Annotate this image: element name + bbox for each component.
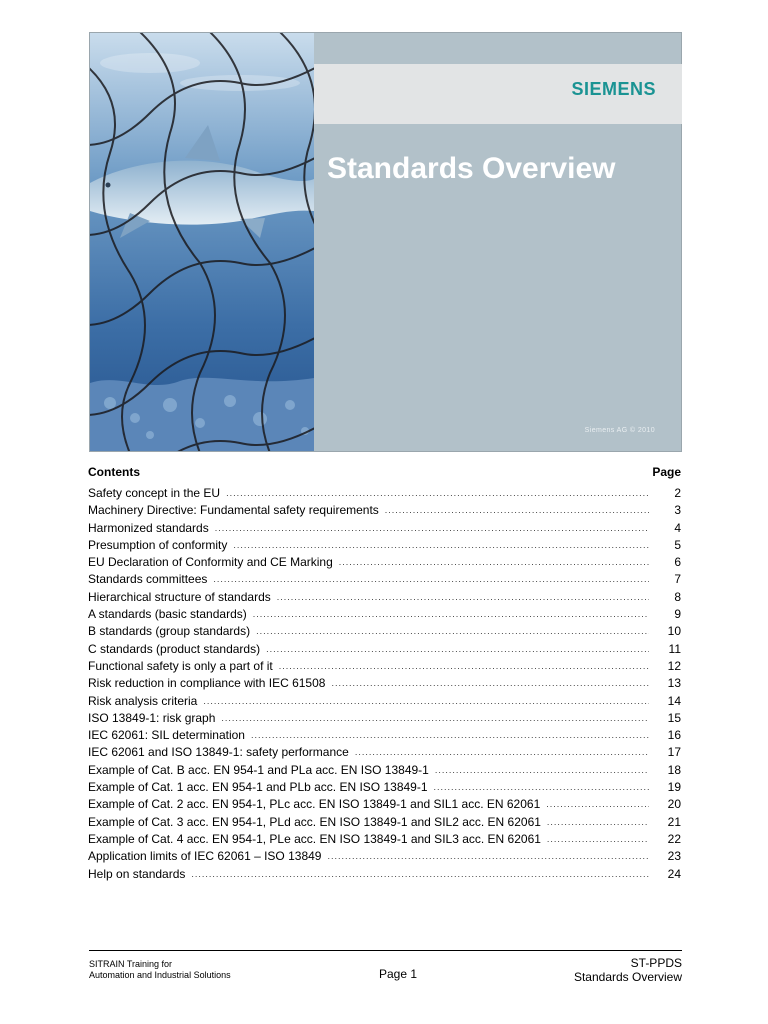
toc-entry[interactable] xyxy=(88,623,681,640)
toc-leader-dots xyxy=(339,554,649,571)
toc-leader-dots xyxy=(256,623,649,640)
toc-entry[interactable] xyxy=(88,520,681,537)
toc-leader-dots xyxy=(191,866,649,883)
toc-entry-page: 23 xyxy=(667,849,681,864)
page-footer xyxy=(89,950,682,990)
toc-leader-dots xyxy=(331,675,649,692)
toc-entry-title: Functional safety is only a part of it xyxy=(88,658,273,673)
toc-entry-page: 7 xyxy=(674,572,681,587)
toc-entry[interactable] xyxy=(88,762,681,779)
toc-entry-page: 4 xyxy=(674,520,681,535)
toc-entry-title: Example of Cat. 2 acc. EN 954-1, PLc acc. EN ISO 13849-1 and SIL1 acc. EN 62061 xyxy=(88,797,541,812)
toc-entry-title: Risk reduction in compliance with IEC 61508 xyxy=(88,676,326,691)
table-of-contents xyxy=(88,463,681,883)
toc-leader-dots xyxy=(355,744,649,761)
toc-leader-dots xyxy=(434,779,649,796)
brand-area xyxy=(314,64,682,124)
footer-org-line2: Automation and Industrial Solutions xyxy=(89,970,231,980)
toc-entry-title: IEC 62061: SIL determination xyxy=(88,728,245,743)
page-column-heading: Page xyxy=(652,465,681,479)
toc-entry-page: 9 xyxy=(674,607,681,622)
shark-photo-svg xyxy=(90,33,314,451)
toc-entry-page: 13 xyxy=(667,676,681,691)
cover-panel xyxy=(89,32,682,452)
toc-entry-title: Application limits of IEC 62061 – ISO 13849 xyxy=(88,849,322,864)
toc-leader-dots xyxy=(546,796,649,813)
toc-entry[interactable] xyxy=(88,744,681,761)
toc-entry-page: 22 xyxy=(667,831,681,846)
toc-entry[interactable] xyxy=(88,502,681,519)
toc-entry-page: 8 xyxy=(674,589,681,604)
footer-left xyxy=(89,959,231,981)
toc-entry[interactable] xyxy=(88,866,681,883)
toc-entry-page: 19 xyxy=(667,780,681,795)
toc-entry[interactable] xyxy=(88,693,681,710)
footer-right xyxy=(574,956,682,984)
toc-entry-page: 2 xyxy=(674,486,681,500)
toc-entry-title: A standards (basic standards) xyxy=(88,607,247,622)
toc-entry-title: Safety concept in the EU xyxy=(88,486,221,500)
toc-leader-dots xyxy=(547,831,649,848)
toc-entry-title: Risk analysis criteria xyxy=(88,693,198,708)
toc-entry-title: Example of Cat. 1 acc. EN 954-1 and PLb acc. EN ISO 13849-1 xyxy=(88,780,428,795)
toc-leader-dots xyxy=(251,727,649,744)
toc-leader-dots xyxy=(215,520,649,537)
toc-entry[interactable] xyxy=(88,537,681,554)
toc-entry[interactable] xyxy=(88,641,681,658)
toc-entry-title: Example of Cat. B acc. EN 954-1 and PLa acc. EN ISO 13849-1 xyxy=(88,762,429,777)
toc-leader-dots xyxy=(253,606,649,623)
toc-entry-title: Standards committees xyxy=(88,572,208,587)
toc-entry[interactable] xyxy=(88,779,681,796)
toc-leader-dots xyxy=(327,848,649,865)
toc-entry[interactable] xyxy=(88,571,681,588)
toc-entry-page: 10 xyxy=(667,624,681,639)
toc-entry[interactable] xyxy=(88,848,681,865)
toc-entry[interactable] xyxy=(88,814,681,831)
toc-entry-page: 11 xyxy=(668,641,681,656)
contents-heading: Contents xyxy=(88,465,140,479)
toc-entry-page: 5 xyxy=(674,537,681,552)
toc-entry-page: 3 xyxy=(674,503,681,518)
toc-entry[interactable] xyxy=(88,831,681,848)
toc-entry-title: IEC 62061 and ISO 13849-1: safety performance xyxy=(88,745,349,760)
toc-entry[interactable] xyxy=(88,675,681,692)
toc-entry-title: Machinery Directive: Fundamental safety requirements xyxy=(88,503,379,518)
toc-entry-title: Example of Cat. 3 acc. EN 954-1, PLd acc. EN ISO 13849-1 and SIL2 acc. EN 62061 xyxy=(88,814,541,829)
footer-doc-title: Standards Overview xyxy=(573,970,682,984)
siemens-logo: SIEMENS xyxy=(571,79,656,99)
toc-entry[interactable] xyxy=(88,710,681,727)
toc-entry-page: 20 xyxy=(667,797,681,812)
toc-entry-title: C standards (product standards) xyxy=(88,641,261,656)
document-title: Standards Overview xyxy=(327,152,616,185)
toc-leader-dots xyxy=(279,658,649,675)
contents-header xyxy=(88,463,681,485)
toc-leader-dots xyxy=(385,502,649,519)
toc-entry-page: 16 xyxy=(667,728,681,743)
toc-list xyxy=(88,485,681,883)
toc-entry-title: Hierarchical structure of standards xyxy=(88,589,271,604)
toc-entry-title: Harmonized standards xyxy=(88,520,209,535)
toc-entry-title: Example of Cat. 4 acc. EN 954-1, PLe acc. EN ISO 13849-1 and SIL3 acc. EN 62061 xyxy=(88,831,541,846)
toc-entry[interactable] xyxy=(88,554,681,571)
toc-leader-dots xyxy=(233,537,649,554)
toc-entry-title: EU Declaration of Conformity and CE Marking xyxy=(88,555,333,570)
toc-entry[interactable] xyxy=(88,589,681,606)
shark-behind-net-photo xyxy=(90,33,314,451)
page-number: Page 1 xyxy=(379,967,418,981)
toc-leader-dots xyxy=(435,762,649,779)
toc-entry-page: 18 xyxy=(667,762,681,777)
toc-entry-page: 21 xyxy=(667,814,681,829)
toc-entry[interactable] xyxy=(88,606,681,623)
toc-entry-page: 24 xyxy=(667,866,681,881)
toc-entry-page: 15 xyxy=(667,710,681,725)
toc-leader-dots xyxy=(266,641,649,658)
toc-entry[interactable] xyxy=(88,658,681,675)
toc-leader-dots xyxy=(221,710,649,727)
toc-entry-page: 17 xyxy=(667,745,681,760)
toc-entry-title: B standards (group standards) xyxy=(88,624,251,639)
toc-leader-dots xyxy=(203,693,649,710)
toc-entry-title: ISO 13849-1: risk graph xyxy=(88,710,216,725)
toc-leader-dots xyxy=(213,571,649,588)
toc-entry[interactable] xyxy=(88,796,681,813)
toc-leader-dots xyxy=(226,485,649,502)
toc-entry-page: 6 xyxy=(674,555,681,570)
toc-entry-page: 12 xyxy=(667,658,681,673)
footer-org-line1: SITRAIN Training for xyxy=(89,959,173,969)
toc-entry-page: 14 xyxy=(667,693,681,708)
toc-leader-dots xyxy=(277,589,649,606)
toc-entry[interactable] xyxy=(88,485,681,502)
toc-leader-dots xyxy=(547,814,649,831)
toc-entry-title: Help on standards xyxy=(88,866,186,881)
toc-entry[interactable] xyxy=(88,727,681,744)
copyright-notice: Siemens AG © 2010 xyxy=(584,427,655,434)
toc-entry-title: Presumption of conformity xyxy=(88,537,228,552)
footer-course-code: ST-PPDS xyxy=(630,956,682,970)
